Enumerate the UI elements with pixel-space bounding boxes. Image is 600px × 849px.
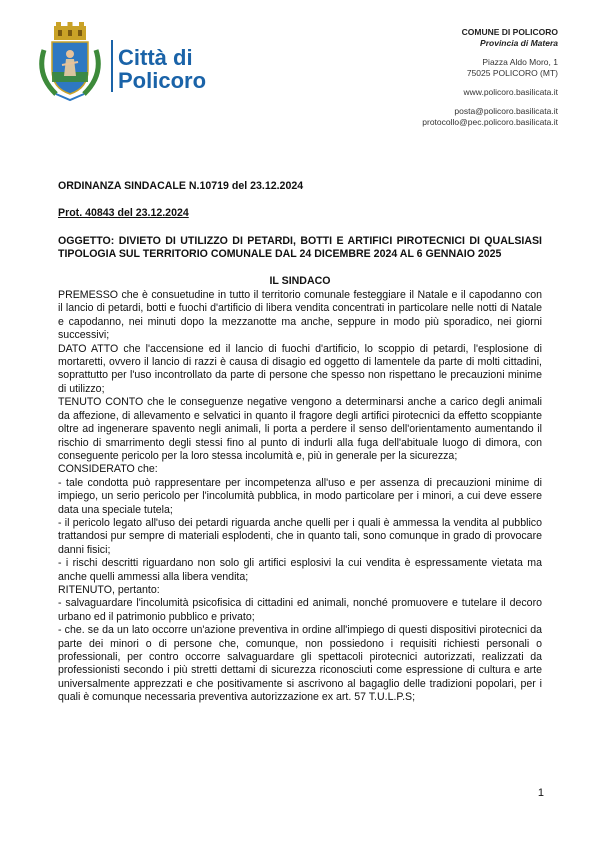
- email-link[interactable]: posta@policoro.basilicata.it: [454, 106, 558, 116]
- protocol-number: Prot. 40843 del 23.12.2024: [58, 207, 189, 220]
- address-line-1: Piazza Aldo Moro, 1: [482, 57, 558, 67]
- comune-name: COMUNE DI POLICORO: [461, 27, 558, 37]
- paragraph: CONSIDERATO che:: [58, 463, 158, 476]
- subject-line: OGGETTO: DIVIETO DI UTILIZZO DI PETARDI, BOTTI E ARTIFICI PIROTECNICI DI QUALSIASI TIPOLOGIA SUL TERRITORIO COMUNALE DAL 24 DICEMBRE 2024 AL 6 GENNAIO 2025: [58, 234, 542, 261]
- website-link[interactable]: www.policoro.basilicata.it: [463, 87, 558, 97]
- paragraph: TENUTO CONTO che le conseguenze negative vengono a determinarsi anche a carico degli animali da affezione, di allevamento e selvatici in quanto il fragore degli artifici pirotecnici da effetto scoppiante oltre ad ingenerare spavento negli animali, li porta a perdere il senso dell'orientamento aumentando il rischio di smarrimento degli stessi fino al punto di indurli alla fuga dell'abituale luogo di dimora, con conseguente pericolo per la loro stessa incolumità e, più in generale per la sicurezza;: [58, 396, 542, 462]
- paragraph: DATO ATTO che l'accensione ed il lancio di fuochi d'artificio, lo scoppio di petardi, l'esplosione di mortaretti, ovvero il lancio di razzi è causa di disagio ed oggetto di lamentele da parte di molti cittadini, soprattutto per l'uso incontrollato da parte di persone che spesso non rispettano le precauzioni minime di utilizzo;: [58, 342, 542, 395]
- paragraph: PREMESSO che è consuetudine in tutto il territorio comunale festeggiare il Natale e il capodanno con il lancio di petardi, botti e fuochi d'artificio di libera vendita concentrati in particolare nelle notti di Natale e capodanno, nei minuti dopo la mezzanotte ma anche, seppure in modo più sporadico, nei giorni successivi;: [58, 289, 542, 342]
- logo-line-2: Policoro: [118, 68, 207, 93]
- page-number: 1: [537, 787, 544, 799]
- logo-line-1: Città di: [118, 45, 193, 70]
- paragraph: RITENUTO, pertanto:: [58, 583, 160, 596]
- provincia-name: Provincia di Matera: [480, 38, 558, 48]
- paragraph: - salvaguardare l'incolumità psicofisica di cittadini ed animali, nonché promuovere e tutelare il decoro urbano ed il patrimonio pubblico e privato;: [58, 597, 542, 623]
- paragraph: - i rischi descritti riguardano non solo gli artifici esplosivi la cui vendita è espressamente vietata ma anche quelli ammessi alla libera vendita;: [58, 557, 542, 583]
- document-body: [58, 180, 542, 705]
- paragraph: - che. se da un lato occorre un'azione preventiva in ordine all'impiego di questi dispositivi pirotecnici da parte dei minori o di persone che, comunque, non possiedono i requisiti richiesti personali o professionali, per contro occorre salvaguardare gli spettacoli pirotecnici autorizzati, realizzati da professionisti secondo i più stretti dettami di sicurezza riconosciuti come espressione di cultura e arte universalmente apprezzati e che positivamente si ascrivono al bagaglio delle tradizioni popolari, per i quali è comunque necessaria preventiva autorizzazione ex art. 57 T.U.L.P.S;: [58, 624, 542, 704]
- city-crest-icon: [34, 20, 106, 102]
- pec-link[interactable]: protocollo@pec.policoro.basilicata.it: [422, 117, 558, 127]
- address-line-2: 75025 POLICORO (MT): [466, 68, 558, 78]
- logo-divider: [111, 40, 113, 92]
- contact-block: [358, 27, 558, 128]
- document-title: IL SINDACO: [269, 274, 331, 287]
- paragraph: - tale condotta può rappresentare per incompetenza all'uso e per assenza di precauzioni minime di impiego, un serio pericolo per l'incolumità pubblica, in modo particolare per i minori, a cui deve essere data una speciale tutela;: [58, 476, 542, 516]
- city-logo-text: [118, 46, 206, 92]
- ordinanza-number: ORDINANZA SINDACALE N.10719 del 23.12.2024: [58, 180, 304, 192]
- paragraph: - il pericolo legato all'uso dei petardi riguarda anche quelli per i quali è ammessa la vendita al pubblico trattandosi pur sempre di materiali esplodenti, che in quanto tali, sono comunque in grado di provocare danni fisici;: [58, 516, 542, 556]
